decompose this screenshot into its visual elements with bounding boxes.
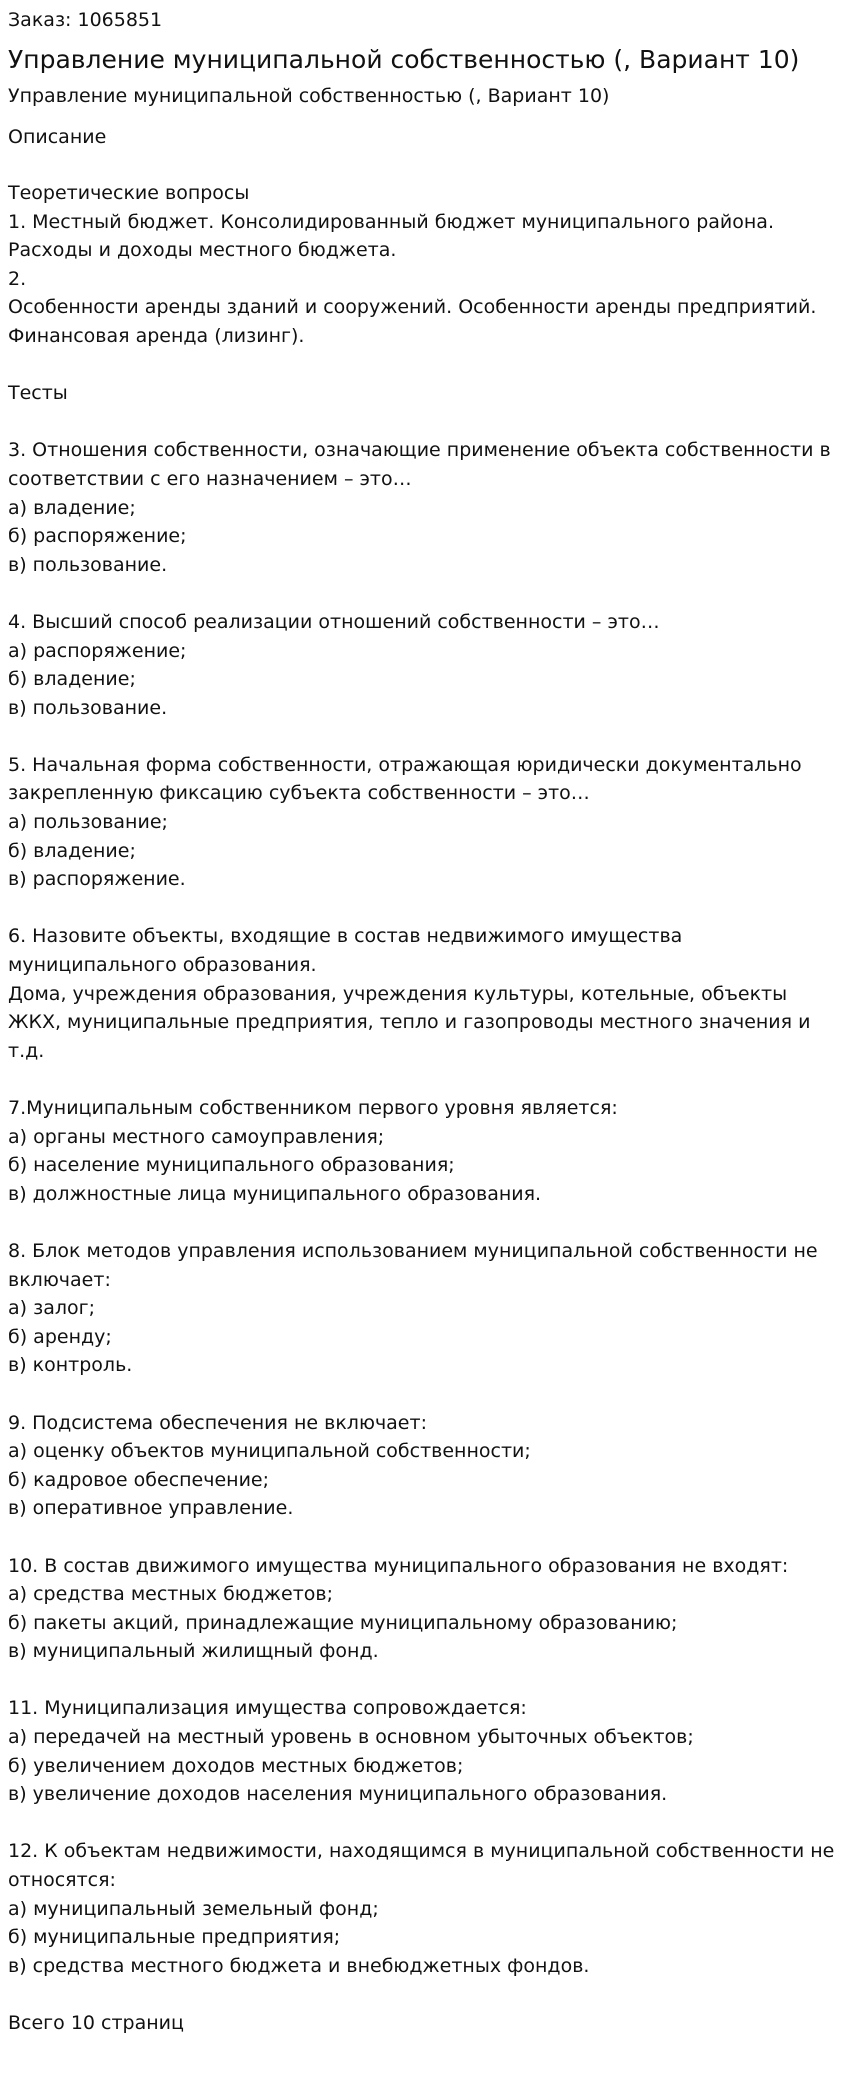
description-heading: Описание [8,126,107,148]
page-title: Управление муниципальной собственностью (, Вариант 10) [8,45,800,74]
page-subtitle: Управление муниципальной собственностью (, Вариант 10) [8,85,610,107]
order-number: Заказ: 1065851 [8,9,163,31]
description-body: Теоретические вопросы 1. Местный бюджет. Консолидированный бюджет муниципального района. Расходы и доходы местного бюджета. 2. Особенности аренды зданий и сооружений. Особенности аренды предприятий. Финансовая аренда (лизинг). Тесты 3. Отношения собственности, означающие применение объекта собственности в соответствии с его назначением – это… а) владение; б) распоряжение; в) пользование. 4. Высший способ реализации отношений собственности – это… а) распоряжение; б) владение; в) пользование. 5. Начальная форма собственности, отражающая юридически документально закрепленную фиксацию субъекта собственности – это… а) пользование; б) владение; в) распоряжение. 6. Назовите объекты, входящие в состав недвижимого имущества муниципального образования. Дома, учреждения образования, учреждения культуры, котельные, объекты ЖКХ, муниципальные предприятия, тепло и газопроводы местного значения и т.д. 7.Муниципальным собственником первого уровня является: а) органы местного самоуправления; б) население муниципального образования; в) должностные лица муниципального образования. 8. Блок методов управления использованием муниципальной собственности не включает: а) залог; б) аренду; в) контроль. 9. Подсистема обеспечения не включает: а) оценку объектов муниципальной собственности; б) кадровое обеспечение; в) оперативное управление. 10. В состав движимого имущества муниципального образования не входят: а) средства местных бюджетов; б) пакеты акций, принадлежащие муниципальному образованию; в) муниципальный жилищный фонд. 11. Муниципализация имущества сопровождается: а) передачей на местный уровень в основном убыточных объектов; б) увеличением доходов местных бюджетов; в) увеличение доходов населения муниципального образования. 12. К объектам недвижимости, находящимся в муниципальной собственности не относятся: а) муниципальный земельный фонд; б) муниципальные предприятия; в) средства местного бюджета и внебюджетных фондов. Всего 10 страниц [8,182,835,2034]
